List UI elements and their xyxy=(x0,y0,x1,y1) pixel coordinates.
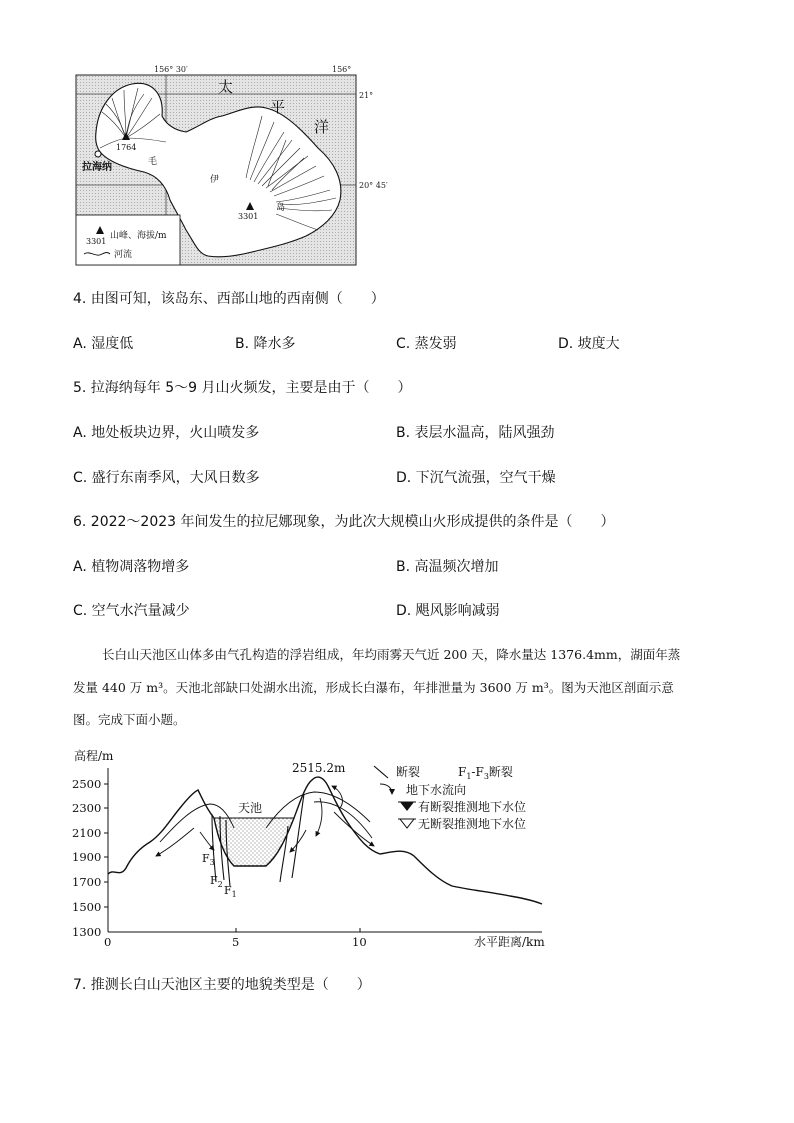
profile-legend xyxy=(374,764,526,831)
town-label: 拉海纳 xyxy=(82,162,112,173)
island-char-1: 毛 xyxy=(148,157,158,167)
x-tick-0: 0 xyxy=(104,935,112,949)
legend-peak-label: 山峰、海拔/m xyxy=(110,231,167,241)
legend-gw-nofault-icon xyxy=(400,819,414,828)
lahaina-marker xyxy=(95,151,101,157)
q5-option-a[interactable]: A. 地处板块边界，火山喷发多 xyxy=(73,425,260,441)
y-tick-1500: 1500 xyxy=(72,900,102,914)
profile-xlabel: 水平距离/km xyxy=(474,935,545,949)
island-char-2: 伊 xyxy=(210,175,220,185)
peak-east-label: 3301 xyxy=(238,212,259,221)
q6-option-d[interactable]: D. 飓风影响减弱 xyxy=(396,603,500,619)
lon-label-left: 156° 30′ xyxy=(154,65,188,74)
q5-option-c[interactable]: C. 盛行东南季风，大风日数多 xyxy=(73,470,260,486)
terrain-profile xyxy=(108,777,542,904)
profile-ylabel: 高程/m xyxy=(74,749,114,763)
q4-option-b[interactable]: B. 降水多 xyxy=(235,336,296,352)
y-tick-1700: 1700 xyxy=(72,875,102,889)
q4-option-a[interactable]: A. 湿度低 xyxy=(73,336,134,352)
lat-label-bottom: 20° 45′ xyxy=(359,181,388,190)
summit-label: 2515.2m xyxy=(292,761,346,775)
peak-west-label: 1764 xyxy=(116,143,137,152)
tianchi-profile xyxy=(70,742,550,950)
gw-level-east-outer xyxy=(314,802,372,838)
q5-option-d[interactable]: D. 下沉气流强，空气干燥 xyxy=(396,470,556,486)
fault-f2-label: $F_2$ xyxy=(210,874,223,889)
legend-gw-nofault-label: 无断裂推测地下水位 xyxy=(418,817,527,831)
y-tick-2500: 2500 xyxy=(72,777,102,791)
lon-label-right: 156° xyxy=(332,65,352,74)
q4-stem: 4. 由图可知，该岛东、西部山地的西南侧（ ） xyxy=(73,291,385,307)
legend-gw-fault-icon xyxy=(400,802,414,811)
q7-stem: 7. 推测长白山天池区主要的地貌类型是（ ） xyxy=(73,977,371,993)
y-tick-1300: 1300 xyxy=(72,925,102,939)
legend-gw-flow-label: 地下水流向 xyxy=(406,783,467,797)
lat-label-top: 21° xyxy=(359,91,374,100)
ocean-char-2: 平 xyxy=(270,98,286,116)
fault-f3-label: $F_3$ xyxy=(202,852,215,867)
y-tick-2300: 2300 xyxy=(72,801,102,815)
lake-label: 天池 xyxy=(238,801,263,815)
q5-option-b[interactable]: B. 表层水温高，陆风强劲 xyxy=(396,425,555,441)
ocean-char-1: 太 xyxy=(218,78,234,96)
maui-map xyxy=(70,60,410,270)
profile-x-ticks xyxy=(236,928,360,932)
q6-option-a[interactable]: A. 植物凋落物增多 xyxy=(73,559,190,575)
legend-f-range-label: $F_1-F_3$断裂 xyxy=(458,765,513,781)
x-tick-5: 5 xyxy=(232,935,240,949)
q6-option-c[interactable]: C. 空气水汽量减少 xyxy=(73,603,190,619)
x-tick-10: 10 xyxy=(352,935,367,949)
legend-peak-value: 3301 xyxy=(86,237,107,246)
legend-gw-fault-label: 有断裂推测地下水位 xyxy=(418,800,527,814)
ocean-char-3: 洋 xyxy=(314,118,330,136)
q5-stem: 5. 拉海纳每年 5～9 月山火频发，主要是由于（ ） xyxy=(73,380,412,396)
q4-option-d[interactable]: D. 坡度大 xyxy=(558,336,620,352)
q4-option-c[interactable]: C. 蒸发弱 xyxy=(396,336,457,352)
q6-option-b[interactable]: B. 高温频次增加 xyxy=(396,559,499,575)
y-tick-1900: 1900 xyxy=(72,850,102,864)
passage-line-2: 发量 440 万 m³。天池北部缺口处湖水出流，形成长白瀑布，年排泄量为 3600 万 m³。图为天池区剖面示意 xyxy=(73,680,674,695)
legend-fault-icon xyxy=(374,766,388,778)
profile-y-ticks xyxy=(104,784,108,907)
y-tick-2100: 2100 xyxy=(72,826,102,840)
island-char-3: 岛 xyxy=(276,203,286,213)
legend-river-label: 河流 xyxy=(114,250,133,260)
q6-stem: 6. 2022～2023 年间发生的拉尼娜现象，为此次大规模山火形成提供的条件是（ ） xyxy=(73,514,615,530)
passage-line-1: 长白山天池区山体多由气孔构造的浮岩组成，年均雨雾天气近 200 天，降水量达 1376.4mm，湖面年蒸 xyxy=(102,647,681,662)
legend-gw-flow-icon xyxy=(380,784,392,794)
passage-line-3: 图。完成下面小题。 xyxy=(73,712,186,727)
legend-fault-label: 断裂 xyxy=(396,765,421,779)
fault-f1-label: $F_1$ xyxy=(224,884,237,899)
